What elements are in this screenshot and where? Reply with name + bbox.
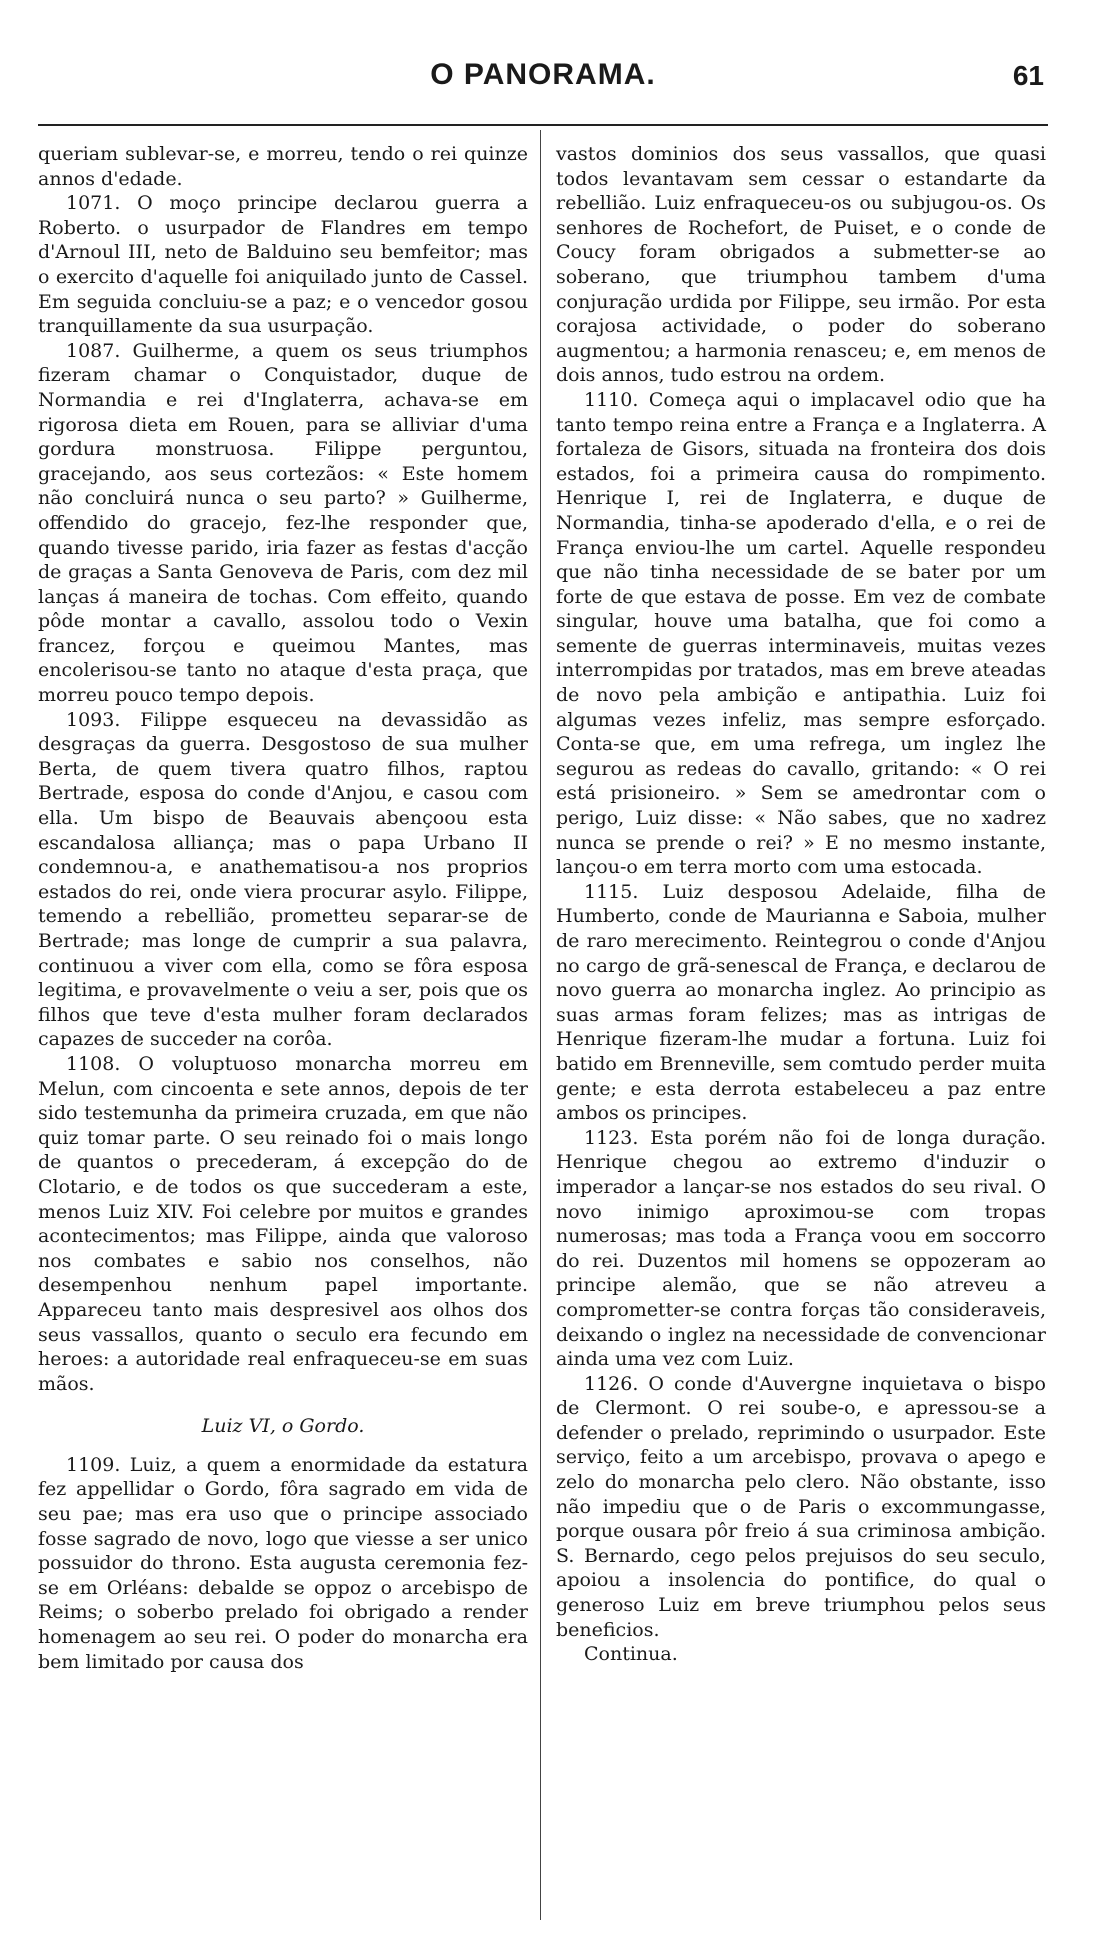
header-rule [38,124,1048,126]
left-column [38,142,528,1674]
right-column [556,142,1046,1667]
page-number: 61 [1012,60,1044,91]
section-heading: Luiz VI, o Gordo. [201,1415,365,1438]
paragraph: 1126. O conde d'Auvergne inquietava o bispo de Clermont. O rei soube-o, e apressou-se a defender o prelado, reprimindo o usurpador. Este serviço, feito a um arcebispo, provava o apego e zelo do monarcha pelo clero. Não obstante, isso não impediu que o de Paris o excommungasse, porque ousara pôr freio á sua criminosa ambição. S. Bernardo, cego pelos prejuisos do seu seculo, apoiou a insolencia do pontifice, do qual o generoso Luiz em breve triumphou pelos seus beneficios. [556,1372,1046,1641]
paragraph: 1108. O voluptuoso monarcha morreu em Melun, com cincoenta e sete annos, depois de ter sido testemunha da primeira cruzada, em que não quiz tomar parte. O seu reinado foi o mais longo de quantos o precederam, á excepção do de Clotario, e de todos os que succederam a este, menos Luiz XIV. Foi celebre por muitos e grandes acontecimentos; mas Filippe, ainda que valoroso nos combates e sabio nos conselhos, não desempenhou nenhum papel importante. Appareceu tanto mais despresivel aos olhos dos seus vassallos, quanto o seculo era fecundo em heroes: a autoridade real enfraqueceu-se em suas mãos. [38,1052,528,1395]
column-divider [540,130,541,1920]
paragraph: 1071. O moço principe declarou guerra a Roberto. o usurpador de Flandres em tempo d'Arnoul III, neto de Balduino seu bemfeitor; mas o exercito d'aquelle foi aniquilado junto de Cassel. Em seguida concluiu-se a paz; e o vencedor gosou tranquillamente da sua usurpação. [38,192,528,338]
paragraph: vastos dominios dos seus vassallos, que quasi todos levantavam sem cessar o estandarte da rebellião. Luiz enfraqueceu-os ou subjugou-os. Os senhores de Rochefort, de Puiset, e o conde de Coucy foram obrigados a submetter-se ao soberano, que triumphou tambem d'uma conjuração urdida por Filippe, seu irmão. Por esta corajosa actividade, o poder do soberano augmentou; a harmonia renasceu; e, em menos de dois annos, tudo estrou na ordem. [556,143,1046,387]
paragraph: 1110. Começa aqui o implacavel odio que ha tanto tempo reina entre a França e a Inglaterra. A fortaleza de Gisors, situada na fronteira dos dois estados, foi a primeira causa do rompimento. Henrique I, rei de Inglaterra, e duque de Normandia, tinha-se apoderado d'ella, e o rei de França enviou-lhe um cartel. Aquelle respondeu que não tinha necessidade de se bater por um forte de que estava de posse. Em vez de combate singular, houve uma batalha, que foi como a semente de guerras interminaveis, muitas vezes interrompidas por tratados, mas em breve ateadas de novo pela ambição e antipathia. Luiz foi algumas vezes infeliz, mas sempre esforçado. Conta-se que, em uma refrega, um inglez lhe segurou as redeas do cavallo, gritando: « O rei está prisioneiro. » Sem se amedrontar com o perigo, Luiz disse: « Não sabes, que no xadrez nunca se prende o rei? » E no mesmo instante, lançou-o em terra morto com uma estocada. [556,388,1046,879]
page-title: O PANORAMA. [430,58,656,91]
paragraph: 1087. Guilherme, a quem os seus triumphos fizeram chamar o Conquistador, duque de Normandia e rei d'Inglaterra, achava-se em rigorosa dieta em Rouen, para se alliviar d'uma gordura monstruosa. Filippe perguntou, gracejando, aos seus cortezãos: « Este homem não concluirá nunca o seu parto? » Guilherme, offendido do gracejo, fez-lhe responder que, quando tivesse parido, iria fazer as festas d'acção de graças a Santa Genoveva de Paris, com dez mil lanças á maneira de tochas. Com effeito, quando pôde montar a cavallo, assolou todo o Vexin francez, forçou e queimou Mantes, mas encolerisou-se tanto no ataque d'esta praça, que morreu pouco tempo depois. [38,339,528,707]
paragraph: 1115. Luiz desposou Adelaide, filha de Humberto, conde de Maurianna e Saboia, mulher de raro merecimento. Reintegrou o conde d'Anjou no cargo de grã-senescal de França, e declarou de novo guerra ao monarcha inglez. Ao principio as suas armas foram felizes; mas as intrigas de Henrique fizeram-lhe mudar a fortuna. Luiz foi batido em Brenneville, sem comtudo perder muita gente; e esta derrota estabeleceu a paz entre ambos os principes. [556,880,1046,1125]
paragraph: 1109. Luiz, a quem a enormidade da estatura fez appellidar o Gordo, fôra sagrado em vida de seu pae; mas era uso que o principe associado fosse sagrado de novo, logo que viesse a ser unico possuidor do throno. Esta augusta ceremonia fez-se em Orléans: debalde se oppoz o arcebispo de Reims; o soberbo prelado foi obrigado a render homenagem ao seu rei. O poder do monarcha era bem limitado por causa dos [38,1453,528,1673]
page-header [38,58,1048,108]
paragraph: 1093. Filippe esqueceu na devassidão as desgraças da guerra. Desgostoso de sua mulher Berta, de quem tivera quatro filhos, raptou Bertrade, esposa do conde d'Anjou, e casou com ella. Um bispo de Beauvais abençoou esta escandalosa alliança; mas o papa Urbano II condemnou-a, e anathematisou-a nos proprios estados do rei, onde viera procurar asylo. Filippe, temendo a rebellião, prometteu separar-se de Bertrade; mas longe de cumprir a sua palavra, continuou a viver com ella, como se fôra esposa legitima, e provavelmente o veiu a ser, pois que os filhos que teve d'esta mulher foram declarados capazes de succeder na corôa. [38,708,528,1051]
paragraph: queriam sublevar-se, e morreu, tendo o rei quinze annos d'edade. [38,143,528,190]
continued-note: Continua. [584,1643,678,1666]
paragraph: 1123. Esta porém não foi de longa duração. Henrique chegou ao extremo d'induzir o imperador a lançar-se nos estados do seu rival. O novo inimigo aproximou-se com tropas numerosas; mas toda a França voou em soccorro do rei. Duzentos mil homens se oppozeram ao principe alemão, que se não atreveu a comprometter-se contra forças tão consideraveis, deixando o inglez na necessidade de convencionar ainda uma vez com Luiz. [556,1126,1046,1371]
